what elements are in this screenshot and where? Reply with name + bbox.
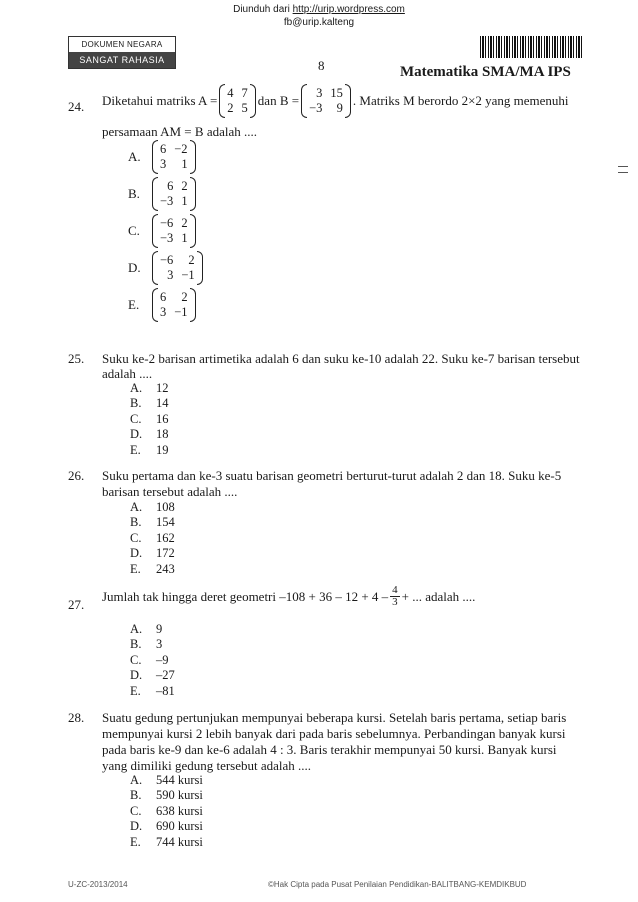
q27-option[interactable] bbox=[130, 653, 175, 668]
option-value: 16 bbox=[156, 411, 169, 426]
q24-option[interactable] bbox=[128, 140, 196, 174]
matrix-cell: 2 bbox=[181, 179, 188, 193]
matrix-cell: 2 bbox=[181, 290, 188, 304]
matrix-cell: −3 bbox=[309, 101, 323, 115]
option-value: 14 bbox=[156, 396, 169, 411]
q25-options bbox=[130, 381, 169, 458]
q28-line1: Suatu gedung pertunjukan mempunyai beberapa kursi. Setelah baris pertama, setiap baris bbox=[102, 710, 567, 725]
q24-number: 24. bbox=[68, 99, 85, 114]
q27-option[interactable] bbox=[130, 684, 175, 699]
option-value: 19 bbox=[156, 442, 169, 457]
q27-number: 27. bbox=[68, 597, 85, 612]
q24-option[interactable] bbox=[128, 214, 196, 248]
option-label: B. bbox=[130, 515, 142, 530]
matrix-cell: 7 bbox=[241, 86, 248, 100]
fraction-denominator: 3 bbox=[392, 596, 398, 608]
q27-text-before: Jumlah tak hingga deret geometri –108 + 36 – 12 + 4 – bbox=[102, 588, 389, 604]
matrix-cell: −3 bbox=[160, 194, 174, 208]
option-label: A. bbox=[130, 381, 143, 395]
option-value: –9 bbox=[156, 652, 169, 667]
q26-option[interactable] bbox=[130, 531, 175, 546]
option-value: 108 bbox=[156, 500, 175, 514]
option-label: C. bbox=[130, 530, 142, 545]
option-matrix bbox=[152, 251, 203, 285]
option-value: 544 kursi bbox=[156, 773, 203, 787]
option-value: 154 bbox=[156, 515, 175, 530]
footer-code: U-ZC-2013/2014 bbox=[68, 880, 128, 889]
matrix-a bbox=[219, 84, 256, 118]
option-value: 243 bbox=[156, 561, 175, 576]
matrix-cell: 3 bbox=[160, 157, 167, 171]
matrix-cell: 3 bbox=[167, 268, 174, 282]
option-label: A. bbox=[130, 773, 143, 787]
option-value: –27 bbox=[156, 668, 175, 683]
option-value: 590 kursi bbox=[156, 788, 203, 803]
download-link[interactable]: http://urip.wordpress.com bbox=[292, 4, 405, 15]
q28-option[interactable] bbox=[130, 819, 203, 834]
option-matrix bbox=[152, 140, 196, 174]
option-label: E. bbox=[130, 442, 141, 457]
margin-mark bbox=[618, 166, 628, 173]
doc-type-label: DOKUMEN NEGARA bbox=[81, 40, 163, 49]
q25-line2: adalah .... bbox=[102, 366, 153, 381]
option-matrix bbox=[152, 177, 196, 211]
option-label: A. bbox=[130, 622, 143, 636]
q27-line1 bbox=[102, 585, 475, 608]
matrix-cell: 1 bbox=[181, 194, 188, 208]
q26-line1: Suku pertama dan ke-3 suatu barisan geometri berturut-turut adalah 2 dan 18. Suku ke-5 bbox=[102, 468, 562, 483]
option-label: E. bbox=[130, 561, 141, 576]
matrix-cell: 2 bbox=[227, 101, 234, 115]
matrix-cell: −6 bbox=[160, 253, 174, 267]
option-label: A. bbox=[128, 149, 141, 164]
q25-option[interactable] bbox=[130, 427, 169, 442]
option-label: B. bbox=[130, 396, 142, 411]
q24-option[interactable] bbox=[128, 251, 203, 285]
option-label: D. bbox=[130, 668, 143, 683]
option-label: D. bbox=[130, 427, 143, 442]
option-label: D. bbox=[130, 546, 143, 561]
matrix-cell: 1 bbox=[181, 231, 188, 245]
q24-line1 bbox=[102, 84, 569, 118]
subject-title: Matematika SMA/MA IPS bbox=[400, 64, 571, 80]
option-value: 172 bbox=[156, 546, 175, 561]
q28-option[interactable] bbox=[130, 804, 203, 819]
option-label: E. bbox=[130, 683, 141, 698]
option-matrix bbox=[152, 288, 196, 322]
matrix-cell: −2 bbox=[174, 142, 188, 156]
option-label: E. bbox=[128, 297, 140, 312]
q24-text-mid: dan B = bbox=[257, 93, 300, 108]
matrix-b bbox=[301, 84, 351, 118]
q24-line2: persamaan AM = B adalah .... bbox=[102, 124, 257, 139]
option-label: E. bbox=[130, 834, 141, 849]
matrix-cell: 6 bbox=[167, 179, 174, 193]
q26-option[interactable] bbox=[130, 515, 175, 530]
q27-options bbox=[130, 622, 175, 699]
matrix-cell: −1 bbox=[174, 305, 188, 319]
option-value: 12 bbox=[156, 381, 169, 395]
page-number: 8 bbox=[318, 58, 325, 73]
matrix-cell: 2 bbox=[181, 216, 188, 230]
facebook-handle: fb@urip.kalteng bbox=[283, 17, 355, 28]
q27-option[interactable] bbox=[130, 668, 175, 683]
q28-option[interactable] bbox=[130, 773, 203, 788]
q26-number: 26. bbox=[68, 468, 85, 483]
option-label: B. bbox=[130, 788, 142, 803]
q25-option[interactable] bbox=[130, 412, 169, 427]
q28-option[interactable] bbox=[130, 835, 203, 850]
q28-option[interactable] bbox=[130, 788, 203, 803]
option-value: 3 bbox=[156, 637, 163, 652]
q28-number: 28. bbox=[68, 710, 85, 725]
q24-option[interactable] bbox=[128, 288, 196, 322]
q28-line2: mempunyai kursi 2 lebih banyak dari pada baris sebelumnya. Perbandingan banyak kursi bbox=[102, 726, 566, 741]
q27-option[interactable] bbox=[130, 637, 175, 652]
matrix-cell: 3 bbox=[160, 305, 167, 319]
q27-text-after: + ... adalah .... bbox=[401, 588, 476, 604]
secrecy-label: SANGAT RAHASIA bbox=[69, 52, 175, 68]
option-value: 18 bbox=[156, 427, 169, 442]
barcode bbox=[480, 36, 582, 58]
q26-line2: barisan tersebut adalah .... bbox=[102, 484, 238, 499]
q26-option[interactable] bbox=[130, 500, 175, 515]
option-label: C. bbox=[130, 803, 142, 818]
footer-copyright: ©Hak Cipta pada Pusat Penilaian Pendidikan-BALITBANG-KEMDIKBUD bbox=[268, 880, 527, 889]
option-value: 9 bbox=[156, 622, 163, 636]
q25-option[interactable] bbox=[130, 443, 169, 458]
q24-text-after: . Matriks M berordo 2×2 yang memenuhi bbox=[352, 93, 569, 108]
q25-number: 25. bbox=[68, 351, 85, 366]
q25-line1: Suku ke-2 barisan artimetika adalah 6 dan suku ke-10 adalah 22. Suku ke-7 barisan tersebut bbox=[102, 351, 580, 366]
matrix-cell: 6 bbox=[160, 290, 167, 304]
q28-options bbox=[130, 773, 203, 850]
option-label: C. bbox=[130, 652, 142, 667]
q27-fraction bbox=[390, 585, 400, 608]
option-value: 690 kursi bbox=[156, 819, 203, 834]
q24-option[interactable] bbox=[128, 177, 196, 211]
document-classification-box bbox=[68, 36, 176, 69]
option-label: B. bbox=[128, 186, 140, 201]
download-prefix: Diunduh dari bbox=[233, 4, 290, 15]
matrix-cell: 9 bbox=[336, 101, 343, 115]
option-value: 744 kursi bbox=[156, 834, 203, 849]
option-value: 162 bbox=[156, 530, 175, 545]
q27-option[interactable] bbox=[130, 622, 175, 637]
matrix-cell: 4 bbox=[227, 86, 234, 100]
q28-line4: yang dimiliki gedung tersebut adalah .... bbox=[102, 758, 312, 773]
q26-option[interactable] bbox=[130, 562, 175, 577]
q25-option[interactable] bbox=[130, 381, 169, 396]
fraction-numerator: 4 bbox=[392, 584, 398, 596]
option-value: 638 kursi bbox=[156, 803, 203, 818]
q24-text-before: Diketahui matriks A = bbox=[102, 93, 218, 108]
matrix-cell: 15 bbox=[330, 86, 343, 100]
matrix-cell: −6 bbox=[160, 216, 174, 230]
matrix-cell: 6 bbox=[160, 142, 167, 156]
download-source bbox=[0, 4, 638, 15]
matrix-cell: −3 bbox=[160, 231, 174, 245]
q25-option[interactable] bbox=[130, 396, 169, 411]
matrix-cell: −1 bbox=[181, 268, 195, 282]
matrix-cell: 5 bbox=[241, 101, 248, 115]
q28-line3: pada baris ke-9 dan ke-6 adalah 4 : 3. Baris terakhir mempunyai 50 kursi. Banyak kursi bbox=[102, 742, 557, 757]
option-label: D. bbox=[128, 260, 141, 275]
option-label: D. bbox=[130, 819, 143, 834]
option-value: –81 bbox=[156, 683, 175, 698]
matrix-cell: 3 bbox=[316, 86, 323, 100]
option-label: A. bbox=[130, 500, 143, 514]
matrix-cell: 1 bbox=[181, 157, 188, 171]
option-label: C. bbox=[128, 223, 140, 238]
option-label: C. bbox=[130, 411, 142, 426]
matrix-cell: 2 bbox=[188, 253, 195, 267]
q26-option[interactable] bbox=[130, 546, 175, 561]
option-matrix bbox=[152, 214, 196, 248]
option-label: B. bbox=[130, 637, 142, 652]
q26-options bbox=[130, 500, 175, 577]
